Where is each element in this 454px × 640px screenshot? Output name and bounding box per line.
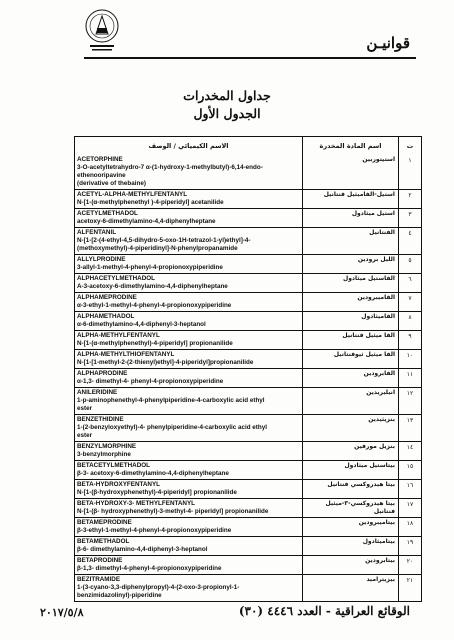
table-row	[75, 460, 421, 479]
table-row	[75, 574, 421, 601]
substance-english-name: ALLYLPRODINE	[77, 256, 126, 263]
chemical-name-line: N-[1-(α-methylphenethyl )-4-piperidyl] acetanilide	[77, 199, 224, 206]
desc-cell	[75, 331, 302, 349]
substance-english-name: BETAMETHADOL	[77, 538, 130, 545]
substance-arabic-name: بنزيل مورفين	[302, 442, 398, 460]
table-row	[75, 536, 421, 555]
footer-date: ٢٠١٧/٥/٨	[40, 606, 84, 619]
chemical-name-line: N-[1-(β-hydroxyphenethyl)-4-piperidyl] propionanilide	[77, 489, 237, 496]
row-number: ١٨	[398, 518, 421, 536]
row-number: ١٧	[398, 499, 421, 517]
narcotics-table	[74, 136, 422, 602]
table-row	[75, 155, 421, 189]
gazette-seal-icon	[82, 8, 122, 56]
substance-english-name: BETA-HYDROXYFENTANYL	[77, 481, 161, 488]
chemical-name-line: β-6- dimethylamino-4,4-diphenyl-3-heptanol	[77, 546, 208, 553]
page-subheading: الجدول الأول	[193, 106, 261, 121]
row-number: ٢٠	[398, 556, 421, 574]
table-row	[75, 479, 421, 498]
substance-english-name: ALPHA-METHYLFENTANYL	[77, 332, 160, 339]
chemical-name-line: 3-benzylmorphine	[77, 451, 131, 458]
table-body	[75, 155, 421, 601]
table-row	[75, 368, 421, 387]
chemical-name-line: ethenooripavine	[77, 172, 126, 179]
desc-cell	[75, 350, 302, 368]
table-row	[75, 311, 421, 330]
chemical-name-line: N-[1-(β- hydroxyphenethyl)-3-methyl-4- piperidyl] propionanilide	[77, 508, 269, 515]
chemical-name-line: acetoxy-6-dimethylamino-4,4-diphenylheptane	[77, 218, 216, 225]
chemical-name-line: A-3-acetoxy-6-dimethylamino-4,4-diphenylheptane	[77, 283, 228, 290]
table-row	[75, 517, 421, 536]
desc-cell	[75, 228, 302, 254]
desc-cell	[75, 274, 302, 292]
chemical-name-line: β-3-ethyl-1-methyl-4-phenyl-4-propionoxypiperidine	[77, 527, 232, 534]
row-number: ٤	[398, 228, 421, 254]
substance-arabic-name: بيزيتراميد	[302, 575, 398, 601]
row-number: ١٥	[398, 461, 421, 479]
substance-english-name: ACETYL-ALPHA-METHYLFENTANYL	[77, 191, 188, 198]
substance-arabic-name: الفاستيل ميثادول	[302, 274, 398, 292]
substance-english-name: BENZYLMORPHINE	[77, 443, 137, 450]
substance-arabic-name: الليل برودين	[302, 255, 398, 273]
desc-cell	[75, 293, 302, 311]
desc-cell	[75, 369, 302, 387]
chemical-name-line: β-1,3- dimethyl-4-phenyl-4-propionoxypiperidine	[77, 565, 222, 572]
substance-arabic-name: استيتوربين	[302, 155, 398, 189]
substance-arabic-name: الفا ميثيل ثيوفنتانيل	[302, 350, 398, 368]
row-number: ١	[398, 155, 421, 189]
page-heading: جداول المخدرات	[183, 88, 271, 103]
chemical-name-line: (methoxymethyl)-4-piperidinyl]-N-phenylpropanamide	[77, 245, 238, 252]
substance-english-name: BETA-HYDROXY-3- METHYLFENTANYL	[77, 500, 196, 507]
table-row	[75, 292, 421, 311]
table-row	[75, 441, 421, 460]
gazette-logo	[82, 8, 122, 56]
table-row	[75, 414, 421, 441]
row-number: ٢١	[398, 575, 421, 601]
substance-english-name: ANILERIDINE	[77, 389, 118, 396]
substance-arabic-name: الفابرودين	[302, 369, 398, 387]
table-row	[75, 387, 421, 414]
desc-cell	[75, 209, 302, 227]
substance-english-name: BETAMEPRODINE	[77, 519, 132, 526]
chemical-name-line: 3-allyl-1-methyl-4-phenyl-4-propionoxypiperidine	[77, 264, 223, 271]
row-number: ٣	[398, 209, 421, 227]
desc-cell	[75, 556, 302, 574]
substance-arabic-name: الفا ميثيل فنتانيل	[302, 331, 398, 349]
row-number: ٦	[398, 274, 421, 292]
desc-cell	[75, 155, 302, 189]
table-row	[75, 349, 421, 368]
substance-english-name: ALPHAPRODINE	[77, 370, 128, 377]
desc-cell	[75, 537, 302, 555]
table-row	[75, 254, 421, 273]
table-row	[75, 555, 421, 574]
row-number: ١٠	[398, 350, 421, 368]
chemical-name-line: ester	[77, 405, 93, 412]
header-name: اسم المادة المخدرة	[302, 137, 398, 155]
substance-arabic-name: انيليريدين	[302, 388, 398, 414]
table-header-row	[75, 137, 421, 155]
row-number: ١٩	[398, 537, 421, 555]
chemical-name-line: α-1,3- dimethyl-4- phenyl-4-propionoxypiperidine	[77, 378, 224, 385]
desc-cell	[75, 415, 302, 441]
substance-arabic-name: الفاميثادول	[302, 312, 398, 330]
chemical-name-line: N-[1-(α-methylphenethyl)-4-piperidyl] propionanilide	[77, 340, 233, 347]
row-number: ٢	[398, 190, 421, 208]
header-desc: الاسم الكيميائي / الوصف	[148, 142, 229, 150]
header-divider	[84, 57, 416, 59]
table-row	[75, 189, 421, 208]
row-number: ٨	[398, 312, 421, 330]
substance-arabic-name: الفاميبرودين	[302, 293, 398, 311]
substance-english-name: ACETYLMETHADOL	[77, 210, 138, 217]
row-number: ١١	[398, 369, 421, 387]
desc-cell	[75, 518, 302, 536]
table-row	[75, 498, 421, 517]
row-number: ٧	[398, 293, 421, 311]
chemical-name-line: (derivative of thebaine)	[77, 180, 146, 187]
substance-english-name: BETACETYLMETHADOL	[77, 462, 150, 469]
desc-cell	[75, 499, 302, 517]
chemical-name-line: β-3- acetoxy-6-dimethylamino-4,4-diphenylheptane	[77, 470, 229, 477]
substance-english-name: BEZITRAMIDE	[77, 576, 121, 583]
row-number: ١٤	[398, 442, 421, 460]
desc-cell	[75, 461, 302, 479]
substance-english-name: ALPHAMEPRODINE	[77, 294, 137, 301]
chemical-name-line: 1-(3-cyano-3,3-diphenylpropyl)-4-(2-oxo-3-propionyl-1-	[77, 584, 240, 591]
chemical-name-line: 1-(2-benzyloxyethyl)-4- phenylpiperidine-4-carboxylic acid ethyl	[77, 424, 268, 431]
chemical-name-line: N-[1-[2-(4-ethyl-4,5-dihydro-5-oxo-1H-tetrazol-1-yl)ethyl]-4-	[77, 237, 251, 244]
desc-cell	[75, 575, 302, 601]
chemical-name-line: N-[1-[1-methyl-2-(2-thienyl)ethyl]-4-piperidyl]propionanilide	[77, 359, 254, 366]
substance-arabic-name: بيتا هيدروكسي-٣-ميثيل فنتانيل	[302, 499, 398, 517]
substance-english-name: ALPHACETYLMETHADOL	[77, 275, 156, 282]
substance-arabic-name: الفنتانيل	[302, 228, 398, 254]
substance-arabic-name: بيتا هيدروكسي فنتانيل	[302, 480, 398, 498]
chemical-name-line: α-6-dimethylamino-4,4-diphenyl-3-heptanol	[77, 321, 206, 328]
substance-arabic-name: بيتاميثادول	[302, 537, 398, 555]
substance-arabic-name: بيتاميبرودين	[302, 518, 398, 536]
substance-english-name: BENZETHIDINE	[77, 416, 124, 423]
substance-arabic-name: استيل-الفاميثيل فنتانيل	[302, 190, 398, 208]
substance-english-name: ALPHAMETHADOL	[77, 313, 135, 320]
row-number: ٩	[398, 331, 421, 349]
chemical-name-line: 3-O-acetyltetrahydro-7 α-(1-hydroxy-1-methylbutyl)-6,14-endo-	[77, 164, 263, 171]
row-number: ١٣	[398, 415, 421, 441]
substance-english-name: ALFENTANIL	[77, 229, 117, 236]
substance-arabic-name: بيتاستيل ميثادول	[302, 461, 398, 479]
desc-cell	[75, 480, 302, 498]
header-number: ت	[398, 137, 421, 155]
row-number: ٥	[398, 255, 421, 273]
section-title: قوانيـن	[366, 34, 410, 52]
chemical-name-line: ester	[77, 432, 93, 439]
substance-english-name: ACETORPHINE	[77, 156, 123, 163]
chemical-name-line: benzimidazolinyl)-piperidine	[77, 592, 162, 599]
substance-english-name: ALPHA-METHYLTHIOFENTANYL	[77, 351, 175, 358]
desc-cell	[75, 442, 302, 460]
desc-cell	[75, 312, 302, 330]
substance-arabic-name: بيتابرودين	[302, 556, 398, 574]
row-number: ١٦	[398, 480, 421, 498]
substance-arabic-name: استيل ميثادول	[302, 209, 398, 227]
chemical-name-line: α-3-ethyl-1-methyl-4-phenyl-4-propionoxypiperidine	[77, 302, 232, 309]
substance-arabic-name: بنزيثيدين	[302, 415, 398, 441]
table-row	[75, 208, 421, 227]
table-row	[75, 330, 421, 349]
footer-gazette-ref: الوقائع العراقية - العدد ٤٤٤٦ (٣٠)	[238, 604, 410, 618]
table-row	[75, 273, 421, 292]
chemical-name-line: 1-p-aminophenethyl-4-phenylpiperidine-4-carboxylic acid ethyl	[77, 397, 265, 404]
row-number: ١٢	[398, 388, 421, 414]
table-row	[75, 227, 421, 254]
desc-cell	[75, 255, 302, 273]
desc-cell	[75, 388, 302, 414]
desc-cell	[75, 190, 302, 208]
substance-english-name: BETAPRODINE	[77, 557, 123, 564]
